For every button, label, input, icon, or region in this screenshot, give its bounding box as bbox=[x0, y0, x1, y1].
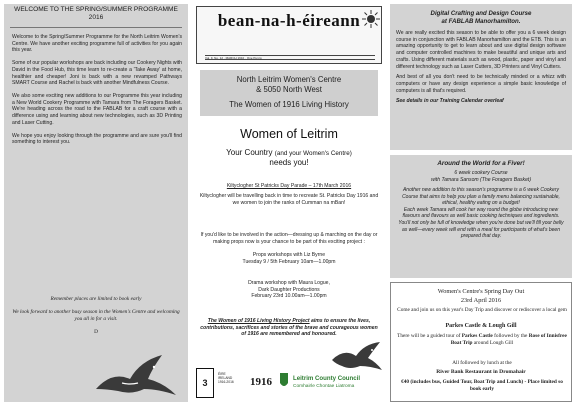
spring-date: 23rd April 2016 bbox=[460, 297, 502, 304]
slogan-part: needs you! bbox=[269, 158, 309, 167]
cookery-panel bbox=[390, 155, 572, 278]
digital-paragraph: And best of all you don't need to be technically minded or a whizz with computers or have any design experience a simple basic knowledge of computers is all that's required. bbox=[396, 74, 566, 94]
itinerary-text: followed by the bbox=[492, 333, 529, 339]
welcome-paragraph: Welcome to the Spring/Summer Programme for the North Leitrim Women's Centre. We have another exciting programme full of activities for you again this year. bbox=[12, 34, 182, 54]
newspaper-masthead bbox=[196, 6, 382, 64]
welcome-paragraph: We hope you enjoy looking through the programme and are sure you'll find something to interest you. bbox=[12, 132, 182, 146]
welcome-paragraph: We also some exciting new additions to our Programme this year including a New World Cookery Programme with Tamara from The Foragers Basket. We're heading across the road to the FABLAB for a craft course with a difference using and learning about new technologies, such as 3D Printing and Laser Cutting. bbox=[12, 93, 182, 126]
welcome-title: WELCOME TO THE SPRING/SUMMER PROGRAMME 2016 bbox=[10, 6, 182, 28]
welcome-closing: We look forward to another busy season in the Women's Centre and welcoming you all in for a visit. bbox=[12, 309, 180, 323]
logo-text: IRELAND bbox=[218, 376, 233, 381]
digital-title bbox=[390, 10, 572, 26]
council-crest-icon bbox=[278, 371, 290, 391]
digital-crafting-panel bbox=[390, 4, 572, 150]
welcome-panel bbox=[4, 4, 188, 402]
sunburst-emblem-icon bbox=[361, 9, 381, 29]
parade-title: Kiltyclogher St Patricks Day Parade – 17th March 2016 bbox=[226, 183, 352, 189]
swallow-illustration-icon bbox=[92, 349, 180, 401]
digital-title-line: Digital Crafting and Design Course bbox=[430, 10, 532, 17]
sponsor-logos bbox=[196, 364, 382, 402]
spring-lunch: All followed by lunch at the bbox=[452, 360, 512, 366]
itinerary-text: around Lough Gill bbox=[472, 340, 514, 347]
signature-mark: D bbox=[94, 329, 98, 336]
masthead-title: bean-na-h-éireann bbox=[217, 11, 361, 30]
leitrim-council-logo bbox=[278, 368, 382, 400]
spring-intro: Come and join us on this year's Day Trip and discover or rediscover a local gem bbox=[397, 307, 567, 313]
spring-destination: Parkes Castle & Lough Gill bbox=[445, 323, 517, 329]
project-description: aims to ensure the lives, contributions, sacrifices and stories of the brave and courageous women of 1916 are remembered and honoured. bbox=[200, 318, 378, 338]
itinerary-highlight: Parkes Castle bbox=[461, 333, 493, 339]
cookery-paragraph: You'll not only be full of knowledge when you're done but we'll fill your belly as well—every week will end with a meal for participants of what's been prepared that day. bbox=[398, 219, 564, 240]
cookery-tutor: with Tamara Sansom (The Foragers Basket) bbox=[430, 177, 532, 183]
parade-body: Kiltyclogher will be travelling back in time to recreate St. Patricks Day 1916 and we women to join the ranks of Cumman na mBan! bbox=[199, 193, 379, 206]
spring-itinerary bbox=[395, 333, 569, 347]
cookery-body bbox=[396, 187, 566, 240]
fifty-fifty-logo: 3 bbox=[196, 368, 214, 398]
spring-price: €40 (includes bus, Guided Tour, Boat Trip and Lunch) - Place limited so book early bbox=[401, 379, 563, 393]
project-name: The Women of 1916 Living History Project bbox=[207, 318, 310, 324]
cookery-subtitle: 6 week cookery Course bbox=[454, 170, 508, 176]
spring-restaurant: River Bank Restaurant in Dromahair bbox=[436, 369, 526, 375]
action-body: If you'd like to be involved in the action—dressing up & marching on the day or making props now is your chance to be part of this exciting project : bbox=[200, 232, 378, 245]
props-line: Tuesday 9 / 5th February 10am—1.00pm bbox=[242, 258, 336, 265]
masthead-strip-text: Vol. II. No. 12 · MARCH 1910 · One Penny bbox=[205, 56, 262, 60]
centre-name-line: & 5050 North West bbox=[256, 84, 322, 94]
logo-text: 1916-2016 bbox=[218, 380, 234, 385]
centre-name-line: North Leitrim Women's Centre bbox=[236, 75, 342, 84]
welcome-paragraph: Some of our popular workshops are back including our Cookery Nights with David in the Food Hub, this time learn to re-create a 'Take Away' at home, healthier and cheaper! Joni is back with a new revamped Pathways SMART Course and Rachel is back with another Mindfulness Course. bbox=[12, 60, 182, 87]
country-slogan bbox=[196, 148, 382, 168]
drama-line: Dark Daughter Productions bbox=[258, 286, 320, 293]
ireland-2016-logo bbox=[218, 372, 248, 392]
council-name: Leitrim County Council bbox=[293, 375, 361, 382]
main-heading: Women of Leitrim bbox=[240, 127, 338, 141]
drama-line: February 23rd 10.00am—1.00pm bbox=[251, 293, 327, 300]
cookery-paragraph: Each week Tamara will cook her way round the globe introducing new flavours and flavours as well basic cooking techniques and ingredients. bbox=[402, 206, 560, 220]
masthead-strip bbox=[205, 55, 375, 60]
booking-reminder: Remember places are limited to book early bbox=[50, 296, 142, 302]
drama-line: Drama workshop with Maura Logue, bbox=[248, 280, 330, 286]
training-calendar-link: See details in our Training Calendar overleaf bbox=[396, 98, 504, 105]
props-line: Props workshops with Liz Byrne bbox=[252, 252, 326, 258]
centre-title-box bbox=[200, 70, 378, 116]
cookery-title: Around the World for a Fiver! bbox=[437, 160, 525, 167]
digital-body bbox=[396, 30, 566, 109]
props-workshop bbox=[198, 252, 380, 265]
centre-theme: The Women of 1916 Living History bbox=[229, 100, 349, 109]
centenary-1916-logo: 1916 bbox=[250, 376, 272, 388]
digital-title-line: at FABLAB Manorhamilton. bbox=[441, 17, 521, 25]
drama-workshop bbox=[198, 280, 380, 300]
centre-name bbox=[200, 75, 378, 94]
itinerary-text: There will be a guided tour of bbox=[397, 333, 462, 339]
project-statement bbox=[198, 318, 380, 338]
welcome-body bbox=[12, 34, 182, 152]
logo-text: ÉIRE bbox=[218, 372, 226, 376]
spring-title: Women's Centre's Spring Day Out bbox=[437, 288, 525, 295]
slogan-part: Your Country bbox=[226, 148, 273, 157]
slogan-aside: (and your Women's Centre) bbox=[274, 150, 352, 157]
spring-day-out-panel bbox=[390, 282, 572, 402]
council-name-irish: Comhairle Chontae Liatroma bbox=[293, 384, 355, 389]
cookery-paragraph: Another new addition to this season's programme is a 6 week Cookery Course that aims to help you plan a family menu balancing sustainable, ethical, healthy eating on a budget! bbox=[402, 187, 560, 207]
welcome-footer bbox=[12, 296, 180, 343]
digital-paragraph: We are really excited this season to be able to offer you a 6 week design course in conjunction with FABLAB Manorhamilton and the ETB. This is an amazing opportunity to get to learn about and use digital design software and computer controlled machines to make beautiful and unique arts and crafts. Using different materials such as wood, plastic, paper and vinyl and different technology such as Laser Cutters, 3D Printers and Vinyl Cutters. bbox=[396, 30, 566, 70]
itinerary-highlight: Rose of Innisfree Boat Trip bbox=[450, 333, 567, 347]
